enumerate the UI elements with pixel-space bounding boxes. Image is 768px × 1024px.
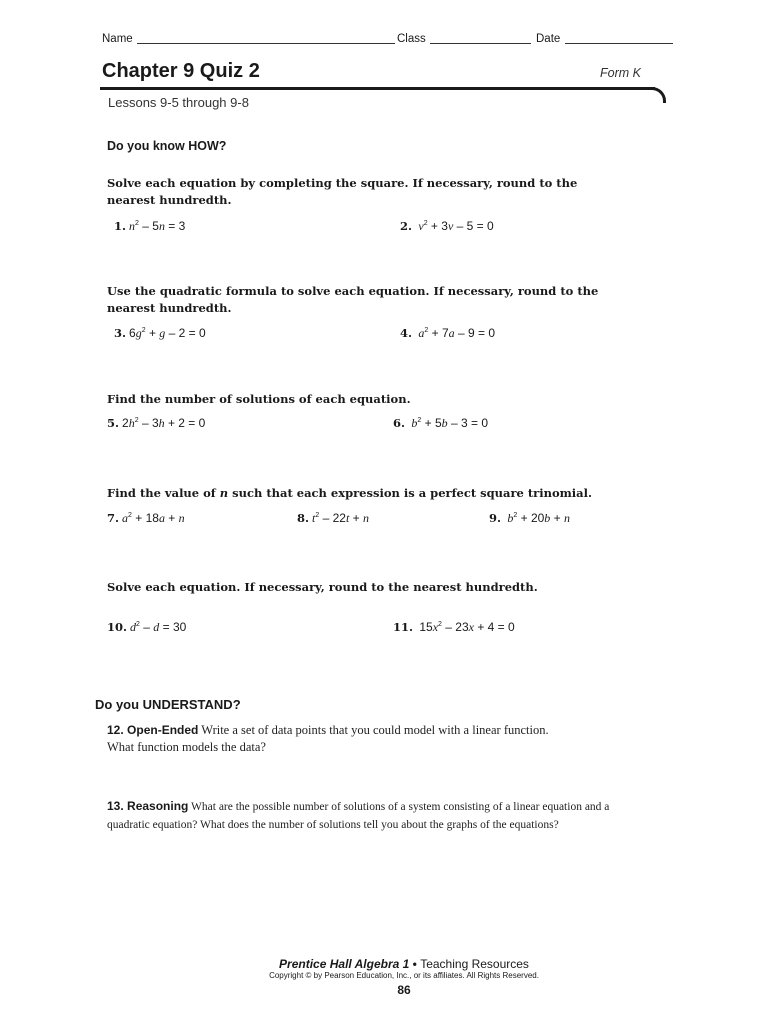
question-12: 12. Open-Ended Write a set of data points that you could model with a linear function. What function models the data? [107, 723, 549, 754]
instruction-perfect-square: Find the value of n such that each expression is a perfect square trinomial. [107, 486, 592, 500]
problem-1: 1. $n^2 - 5n = 3$ [114, 219, 186, 233]
problem-9: 9. $b^2 + 20b + n$ [489, 511, 570, 525]
problem-6: 6. $b^2 + 5b - 3 = 0$ [393, 416, 488, 430]
instruction-number-of-solutions: Find the number of solutions of each equation. [107, 392, 411, 406]
instruction-solve-equation: Solve each equation. If necessary, round to the nearest hundredth. [107, 580, 538, 594]
page-title: Chapter 9 Quiz 2 [102, 60, 260, 82]
date-label: Date [536, 33, 561, 45]
footer-copyright: Copyright © by Pearson Education, Inc., or its affiliates. All Rights Reserved. [269, 971, 539, 980]
date-line[interactable] [565, 43, 673, 44]
problem-4: 4. $a^2 + 7a - 9 = 0$ [400, 326, 495, 340]
section-heading-understand: Do you UNDERSTAND? [95, 697, 241, 712]
name-label: Name [102, 33, 133, 45]
instruction-quadratic-formula: Use the quadratic formula to solve each equation. If necessary, round to the nearest hundredth. [107, 284, 599, 315]
form-label: Form K [600, 66, 641, 80]
page-number: 86 [397, 983, 411, 997]
footer-book-title: Prentice Hall Algebra 1 • Teaching Resources [279, 957, 529, 971]
name-line[interactable] [137, 43, 395, 44]
title-rule [100, 87, 655, 90]
problem-7: 7. $a^2 + 18a + n$ [107, 511, 185, 525]
question-13: 13. Reasoning What are the possible number of solutions of a system consisting of a linear equation and a quadratic equation? What does the number of solutions tell you about the graphs of the equations? [107, 799, 610, 831]
class-label: Class [397, 33, 426, 45]
instruction-completing-square: Solve each equation by completing the square. If necessary, round to the nearest hundredth. [107, 176, 578, 207]
problem-8: 8. $t^2 - 22t + n$ [297, 511, 369, 525]
problem-11: 11. $15x^2 - 23x + 4 = 0$ [393, 620, 515, 634]
section-heading-how: Do you know HOW? [107, 139, 227, 153]
class-line[interactable] [430, 43, 531, 44]
problem-5: 5. $2h^2 - 3h + 2 = 0$ [107, 416, 206, 430]
lessons-subtitle: Lessons 9-5 through 9-8 [108, 95, 249, 110]
title-rule-curve [640, 87, 666, 103]
problem-3: 3. $6g^2 + g - 2 = 0$ [114, 326, 206, 340]
problem-10: 10. $d^2 - d = 30$ [107, 620, 187, 634]
problem-2: 2. $v^2 + 3v - 5 = 0$ [400, 219, 494, 233]
